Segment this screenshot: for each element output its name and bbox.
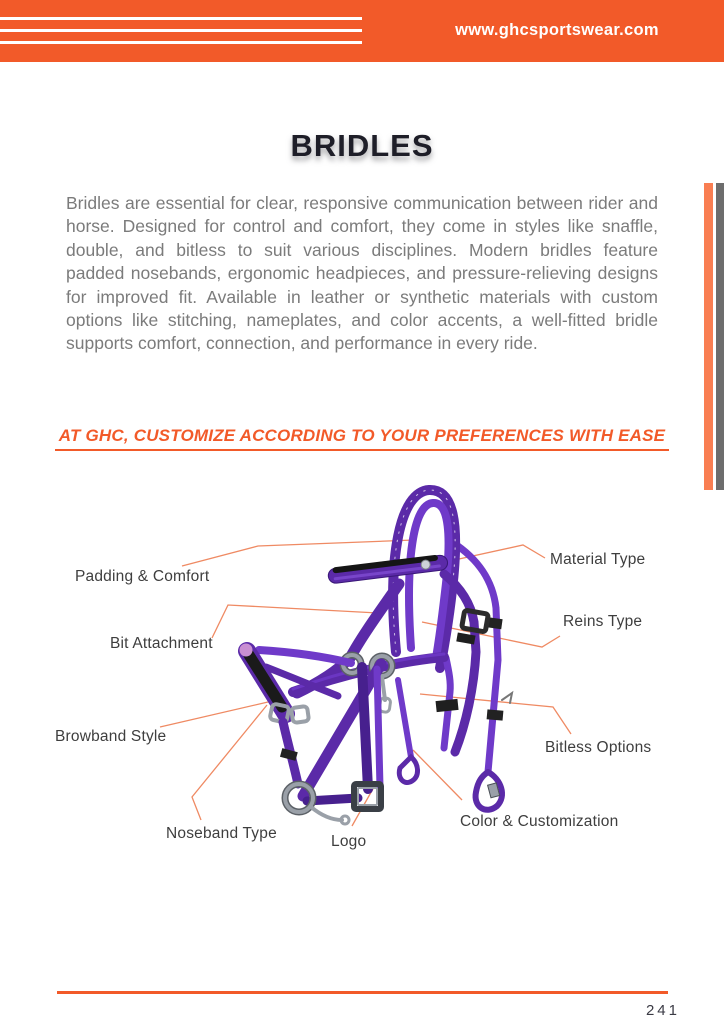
metal-square-ring xyxy=(291,706,309,723)
label-reins-type: Reins Type xyxy=(563,613,643,630)
label-bitless-options: Bitless Options xyxy=(545,739,652,756)
wire-hook-icon xyxy=(502,693,512,703)
label-noseband-type: Noseband Type xyxy=(166,825,277,842)
label-bit-attachment: Bit Attachment xyxy=(110,635,213,652)
intro-paragraph: Bridles are essential for clear, responsive communication between rider and horse. Designed for control and comfort, they come in styles like snaffle, double, and bitless to suit various disciplines. Modern bridles feature padded nosebands, ergonomic headpieces, and pressure-relieving designs for improved fit. Available in leather or synthetic materials with custom options like stitching, nameplates, and color accents, a well-fitted bridle supports comfort, connection, and performance in every ride. xyxy=(66,193,658,354)
noseband-padding xyxy=(249,655,282,707)
bridle-illustration xyxy=(240,490,513,824)
strap-keeper xyxy=(487,709,504,720)
strap-keeper xyxy=(280,748,298,761)
lead-hook xyxy=(311,807,342,820)
rein-strap xyxy=(452,542,512,810)
header-stripe-icon xyxy=(0,41,362,44)
lead-hook xyxy=(341,816,349,824)
leader-line-noseband xyxy=(192,705,267,820)
browband-stud xyxy=(421,560,431,570)
browband xyxy=(327,554,448,585)
label-logo: Logo xyxy=(331,833,367,850)
square-buckle xyxy=(354,784,381,809)
noseband-tip xyxy=(240,644,253,657)
page-number: 241 xyxy=(645,1002,680,1019)
page-title: BRIDLES xyxy=(290,128,434,163)
footer-rule xyxy=(57,991,668,994)
label-padding-comfort: Padding & Comfort xyxy=(75,568,210,585)
leader-line-color xyxy=(413,750,462,800)
header-stripe-icon xyxy=(0,17,362,20)
label-material-type: Material Type xyxy=(550,551,646,568)
header-bar xyxy=(0,0,724,62)
tagline-row xyxy=(0,426,724,451)
edge-tab-gray xyxy=(716,183,724,490)
header-stripe-icon xyxy=(0,29,362,32)
edge-tab-orange xyxy=(704,183,713,490)
label-color-customization: Color & Customization xyxy=(460,813,619,830)
label-browband-style: Browband Style xyxy=(55,728,167,745)
website-url: www.ghcsportswear.com xyxy=(455,21,659,39)
tagline-heading: AT GHC, CUSTOMIZE ACCORDING TO YOUR PREFERENCES WITH EASE xyxy=(55,426,669,451)
strap-keeper xyxy=(436,699,459,712)
middle-straps xyxy=(398,658,459,783)
leader-line-bit xyxy=(212,605,378,638)
